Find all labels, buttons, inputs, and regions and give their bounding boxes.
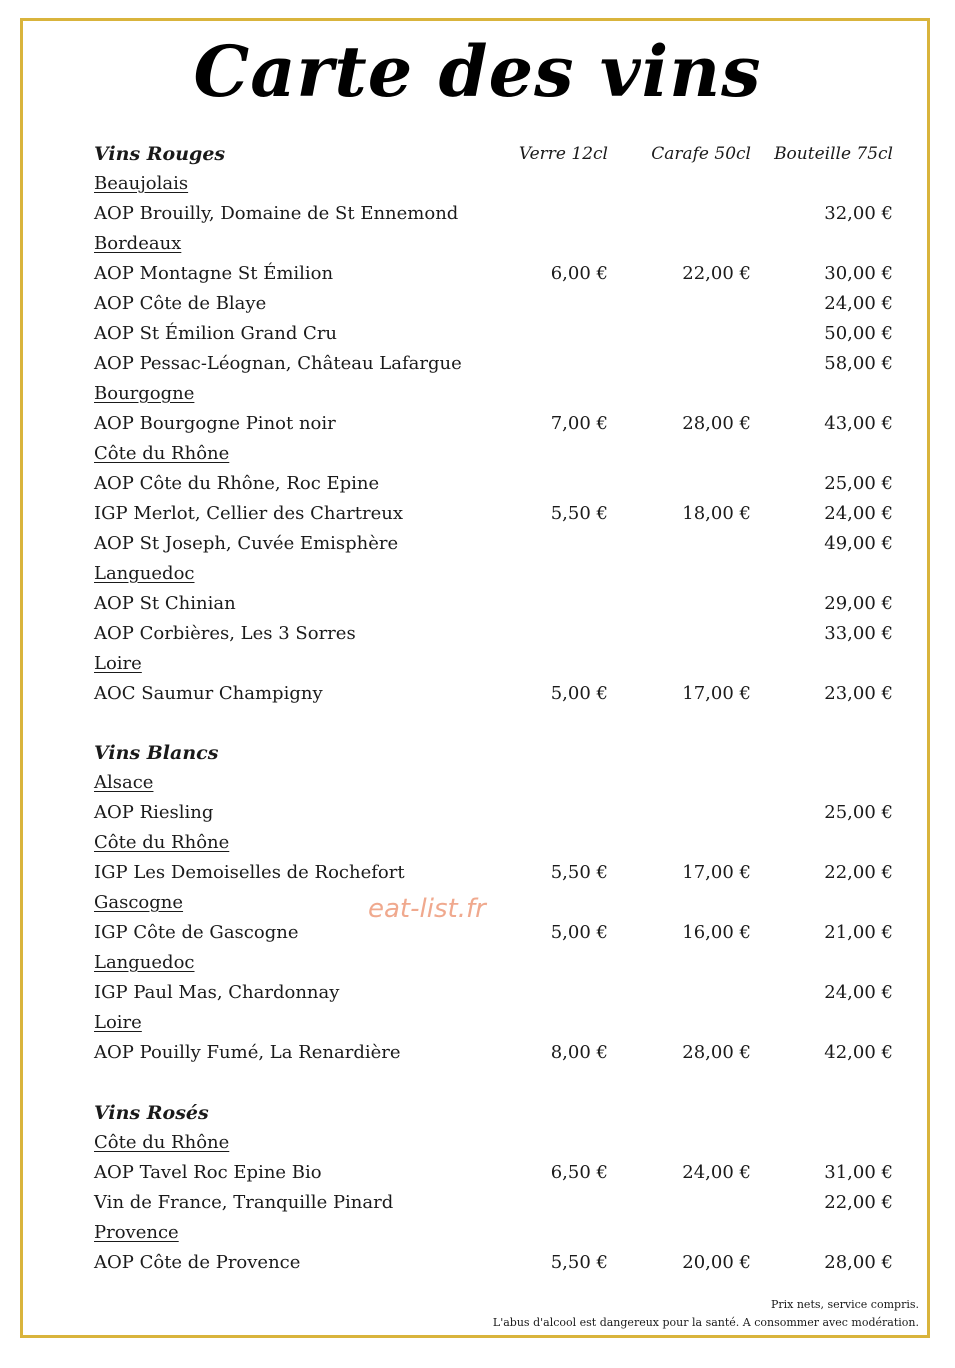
region-name: Côte du Rhône [94, 1132, 230, 1153]
wine-name: AOP Côte de Provence [94, 1252, 301, 1273]
wine-row [94, 289, 894, 319]
section-header [94, 139, 894, 169]
price-carafe: 22,00 € [682, 263, 751, 284]
wine-row [94, 978, 894, 1008]
section-header [94, 1098, 894, 1128]
price-bottle: 49,00 € [824, 533, 893, 554]
price-carafe: 24,00 € [682, 1162, 751, 1183]
price-bottle: 24,00 € [824, 503, 893, 524]
wine-row [94, 349, 894, 379]
section-header [94, 738, 894, 768]
price-glass: 5,50 € [550, 1252, 608, 1273]
wine-row [94, 1188, 894, 1218]
region-name: Bourgogne [94, 383, 195, 404]
price-glass: 5,00 € [550, 922, 608, 943]
price-carafe: 17,00 € [682, 683, 751, 704]
price-glass: 6,00 € [550, 263, 608, 284]
region-heading [94, 229, 894, 259]
price-glass: 7,00 € [550, 413, 608, 434]
wine-row [94, 1038, 894, 1068]
price-bottle: 43,00 € [824, 413, 893, 434]
price-glass: 5,50 € [550, 503, 608, 524]
price-glass: 5,00 € [550, 683, 608, 704]
price-bottle: 25,00 € [824, 802, 893, 823]
wine-row [94, 529, 894, 559]
wine-name: AOP Bourgogne Pinot noir [94, 413, 336, 434]
price-bottle: 58,00 € [824, 353, 893, 374]
price-bottle: 31,00 € [824, 1162, 893, 1183]
region-heading [94, 948, 894, 978]
wine-name: IGP Côte de Gascogne [94, 922, 299, 943]
wine-row [94, 499, 894, 529]
price-bottle: 23,00 € [824, 683, 893, 704]
wine-row [94, 409, 894, 439]
region-name: Côte du Rhône [94, 443, 230, 464]
wine-name: AOP Brouilly, Domaine de St Ennemond [94, 203, 459, 224]
wine-row [94, 798, 894, 828]
wine-name: AOP Riesling [94, 802, 214, 823]
wine-row [94, 918, 894, 948]
region-heading [94, 559, 894, 589]
price-carafe: 20,00 € [682, 1252, 751, 1273]
price-bottle: 29,00 € [824, 593, 893, 614]
price-bottle: 24,00 € [824, 982, 893, 1003]
price-glass: 6,50 € [550, 1162, 608, 1183]
wine-row [94, 1158, 894, 1188]
wine-name: AOP Tavel Roc Epine Bio [94, 1162, 322, 1183]
region-name: Gascogne [94, 892, 184, 913]
region-heading [94, 768, 894, 798]
wine-name: IGP Les Demoiselles de Rochefort [94, 862, 405, 883]
region-name: Languedoc [94, 952, 195, 973]
wine-name: AOP Montagne St Émilion [94, 263, 334, 284]
wine-name: AOP St Émilion Grand Cru [94, 323, 338, 344]
price-bottle: 42,00 € [824, 1042, 893, 1063]
section-title: Vins Rosés [94, 1102, 209, 1124]
region-heading [94, 439, 894, 469]
price-bottle: 25,00 € [824, 473, 893, 494]
footer-alcohol-warning: L'abus d'alcool est dangereux pour la santé. A consommer avec modération. [492, 1316, 919, 1329]
wine-name: AOC Saumur Champigny [94, 683, 323, 704]
price-bottle: 22,00 € [824, 1192, 893, 1213]
wine-row [94, 259, 894, 289]
watermark: eat-list.fr [368, 894, 486, 924]
region-heading [94, 649, 894, 679]
column-header: Bouteille 75cl [774, 144, 893, 164]
price-bottle: 32,00 € [824, 203, 893, 224]
region-heading [94, 1128, 894, 1158]
region-name: Beaujolais [94, 173, 189, 194]
wine-row [94, 858, 894, 888]
region-name: Provence [94, 1222, 179, 1243]
wine-row [94, 589, 894, 619]
price-bottle: 50,00 € [824, 323, 893, 344]
section-title: Vins Blancs [94, 742, 219, 764]
region-heading [94, 1008, 894, 1038]
region-heading [94, 888, 894, 918]
region-name: Loire [94, 653, 142, 674]
price-carafe: 16,00 € [682, 922, 751, 943]
wine-name: Vin de France, Tranquille Pinard [94, 1192, 394, 1213]
price-bottle: 21,00 € [824, 922, 893, 943]
wine-row [94, 319, 894, 349]
price-carafe: 17,00 € [682, 862, 751, 883]
price-bottle: 28,00 € [824, 1252, 893, 1273]
region-heading [94, 379, 894, 409]
price-carafe: 28,00 € [682, 413, 751, 434]
region-name: Alsace [94, 772, 154, 793]
price-bottle: 30,00 € [824, 263, 893, 284]
column-header: Carafe 50cl [651, 144, 751, 164]
column-header: Verre 12cl [518, 144, 608, 164]
wine-name: AOP Côte de Blaye [94, 293, 267, 314]
wine-name: AOP St Chinian [94, 593, 236, 614]
region-name: Loire [94, 1012, 142, 1033]
price-bottle: 24,00 € [824, 293, 893, 314]
wine-name: AOP Côte du Rhône, Roc Epine [94, 473, 380, 494]
wine-row [94, 619, 894, 649]
price-bottle: 33,00 € [824, 623, 893, 644]
page-title: Carte des vins [193, 30, 762, 113]
wine-row [94, 469, 894, 499]
wine-name: AOP Pouilly Fumé, La Renardière [94, 1042, 401, 1063]
wine-row [94, 1248, 894, 1278]
price-glass: 5,50 € [550, 862, 608, 883]
wine-name: IGP Merlot, Cellier des Chartreux [94, 503, 404, 524]
wine-row [94, 679, 894, 709]
region-heading [94, 169, 894, 199]
price-glass: 8,00 € [550, 1042, 608, 1063]
price-bottle: 22,00 € [824, 862, 893, 883]
wine-name: AOP Corbières, Les 3 Sorres [94, 623, 356, 644]
region-name: Bordeaux [94, 233, 182, 254]
wine-row [94, 199, 894, 229]
region-name: Languedoc [94, 563, 195, 584]
wine-name: IGP Paul Mas, Chardonnay [94, 982, 340, 1003]
region-name: Côte du Rhône [94, 832, 230, 853]
footer-prices-note: Prix nets, service compris. [770, 1298, 919, 1311]
wine-name: AOP St Joseph, Cuvée Emisphère [94, 533, 399, 554]
region-heading [94, 828, 894, 858]
region-heading [94, 1218, 894, 1248]
price-carafe: 18,00 € [682, 503, 751, 524]
price-carafe: 28,00 € [682, 1042, 751, 1063]
section-title: Vins Rouges [94, 143, 226, 165]
wine-name: AOP Pessac-Léognan, Château Lafargue [94, 353, 462, 374]
